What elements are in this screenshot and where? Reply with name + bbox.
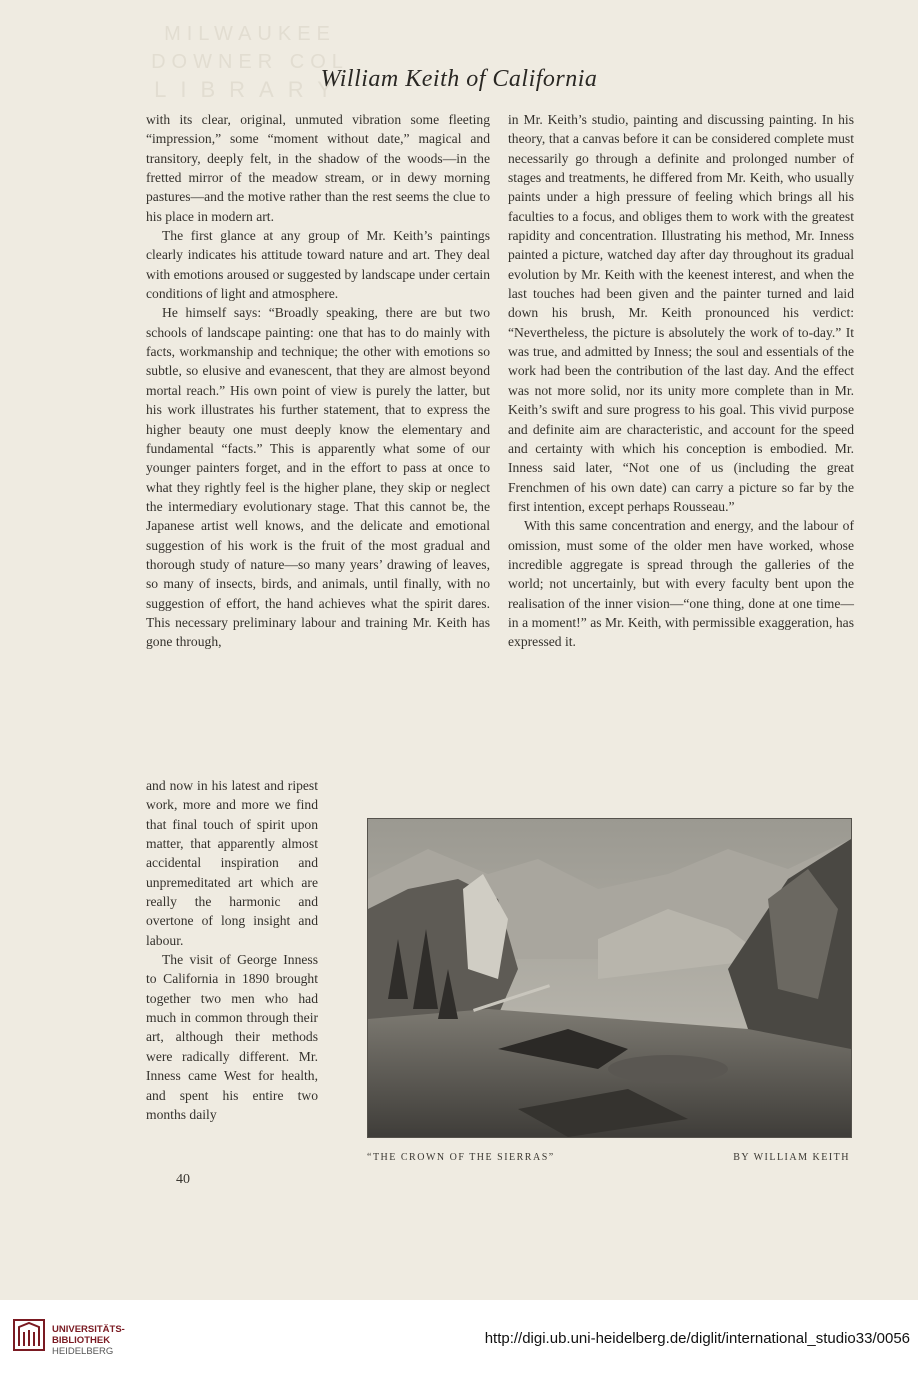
paragraph: He himself says: “Broadly speaking, there are but two schools of landscape painting: one that has to do mainly with facts, workmanship and technique; the other with emotions so subtle, so elusive and evanescent, that they are almost beyond mortal reach.” His own point of view is purely the latter, but his work illustrates his further statement, that to express the higher beauty one must deeply know the elementary and fundamental “facts.” This is apparently what some of our younger painters forget, and in the effort to pass at once to what they rightly feel is the higher plane, they skip or neglect the intermediary evolutionary stage. That this cannot be, the Japanese artist well knows, and the delicate and emotional suggestion of his work is the fruit of the most gradual and thorough study of nature—so many years’ drawing of leaves, so many of insects, birds, and animals, until finally, with no suggestion of effort, the hand achieves what the spirit dares. This necessary preliminary labour and training Mr. Keith has gone through, (146, 305, 490, 650)
source-url-link[interactable]: http://digi.ub.uni-heidelberg.de/diglit/international_studio33/0056 (484, 1330, 910, 1347)
institution-line2: BIBLIOTHEK (52, 1335, 111, 1346)
institution-name (52, 1324, 125, 1357)
paragraph: in Mr. Keith’s studio, painting and discussing painting. In his theory, that a canvas before it can be considered complete must necessarily go through a definite and prolonged number of stages and treatments, he differed from Mr. Keith, who usually paints under a high pressure of feeling which brings all his faculties to a focus, and obliges them to work with the greatest rapidity and concentration. Illustrating his method, Mr. Inness painted a picture, watched day after day throughout its gradual evolution by Mr. Keith with the keenest interest, and when the last touches had been given and the painter turned and laid down his brush, Mr. Keith pronounced his verdict: “Nevertheless, the picture is absolutely the work of to-day.” It was true, and admitted by Inness; the soul and essentials of the work had been the contribution of the last day. And the effect was not more solid, nor its unity more complete than in Mr. Keith’s swift and sure progress to his goal. This vivid purpose and definite aim are characteristic, and account for the speed and certainty with which his conception is embodied. Mr. Inness said later, “Not one of us (including the great Frenchmen of his own date) can carry a picture so far by the first intention, except perhaps Rousseau.” (508, 112, 854, 514)
library-stamp-line1: MILWAUKEE DOWNER COL (151, 23, 349, 73)
university-library-logo-icon (12, 1318, 46, 1352)
paragraph: and now in his latest and ripest work, more and more we find that final touch of spirit upon matter, that apparently almost accidental inspiration and unpremeditated art which are really the harmonic and overtone of long insight and labour. (146, 778, 318, 948)
landscape-painting-image (368, 819, 851, 1137)
paragraph: With this same concentration and energy, and the labour of omission, must some of the older men have worked, whose incredible aggregate is spread through the galleries of the world; not uncertainly, but with every faculty bent upon the realisation of the inner vision—“one thing, done at one time—in a moment!” as Mr. Keith, with permissible exaggeration, has expressed it. (508, 518, 854, 650)
page-number: 40 (176, 1172, 190, 1187)
library-stamp-line2: LIBRARY (154, 77, 346, 102)
viewer-footer (0, 1300, 918, 1374)
painting-illustration (367, 818, 852, 1138)
institution-line1: UNIVERSITÄTS- (52, 1324, 125, 1335)
paragraph: The visit of George Inness to California in 1890 brought together two men who had much in common through their art, although their methods were radically different. Mr. Inness came West for health, and spent his entire two months daily (146, 952, 318, 1122)
right-column (508, 110, 854, 652)
figure-caption-credit: BY WILLIAM KEITH (733, 1152, 850, 1163)
institution-line3: HEIDELBERG (52, 1346, 114, 1357)
left-column-narrow (146, 776, 318, 1124)
figure-caption-title: “THE CROWN OF THE SIERRAS” (367, 1152, 555, 1163)
left-column (146, 110, 490, 652)
paragraph: The first glance at any group of Mr. Keith’s paintings clearly indicates his attitude toward nature and art. They deal with emotions aroused or suggested by landscape under certain conditions of light and atmosphere. (146, 228, 490, 302)
paragraph: with its clear, original, unmuted vibration some fleeting “impression,” some “moment without date,” magical and transitory, deeply felt, in the shadow of the woods—in the fretted mirror of the meadow stream, or in dewy morning pastures—and the motive rather than the rest seems the clue to his place in modern art. (146, 112, 490, 224)
running-head: William Keith of California (320, 66, 598, 92)
